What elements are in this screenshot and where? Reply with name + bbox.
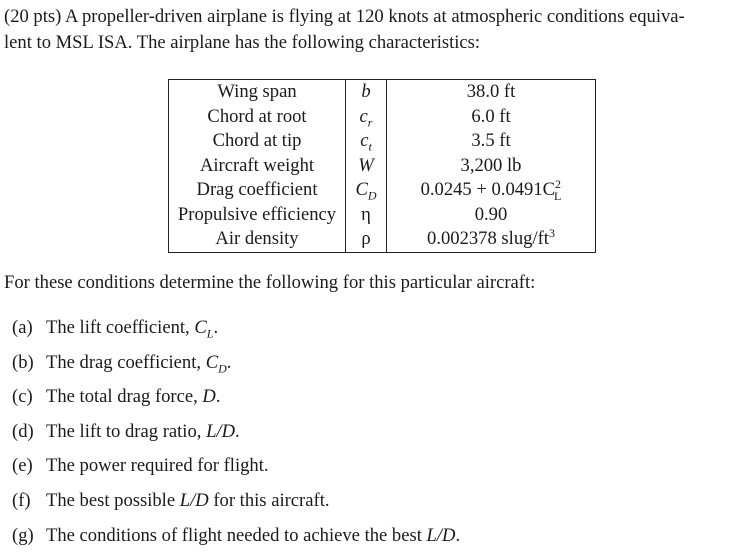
table-row [169, 80, 596, 105]
table-row [169, 178, 596, 203]
table-row [169, 129, 596, 154]
table-row [169, 203, 596, 228]
property-value: 6.0 ft [387, 105, 596, 130]
list-item: (a) The lift coefficient, $C_L$. [12, 317, 219, 341]
task-letter: (c) [12, 386, 33, 408]
list-item: (g) The conditions of flight needed to achieve the best L/D. [12, 524, 461, 546]
property-symbol: $c_r$ [346, 105, 387, 130]
property-value: $0.0245 + 0.0491C^2_L$ [387, 178, 596, 203]
property-name: Drag coefficient [169, 178, 346, 203]
list-item: (e) The power required for flight. [12, 455, 269, 477]
property-value: 0.002378 slug/$ft^3$ [387, 227, 596, 252]
property-name: Chord at root [169, 105, 346, 130]
table-row [169, 227, 596, 252]
problem-statement [4, 4, 738, 56]
property-name: Propulsive efficiency [169, 203, 346, 228]
list-item: (b) The drag coefficient, $C_D$. [12, 351, 232, 376]
property-symbol: ρ [346, 227, 387, 252]
list-item: (c) The total drag force, D. [12, 386, 221, 408]
instructions-intro: For these conditions determine the following for this particular aircraft: [4, 272, 536, 293]
task-letter: (f) [12, 489, 31, 511]
property-value: 3,200 lb [387, 154, 596, 179]
property-symbol: $C_D$ [346, 178, 387, 203]
list-item: (d) The lift to drag ratio, L/D. [12, 420, 240, 442]
property-value: 0.90 [387, 203, 596, 228]
task-letter: (e) [12, 455, 33, 477]
property-symbol: W [346, 154, 387, 179]
table-row [169, 105, 596, 130]
task-letter: (g) [12, 524, 34, 546]
table-row [169, 154, 596, 179]
characteristics-table [168, 79, 596, 253]
task-letter: (d) [12, 420, 34, 442]
property-name: Chord at tip [169, 129, 346, 154]
property-name: Aircraft weight [169, 154, 346, 179]
task-letter: (b) [12, 351, 34, 373]
task-letter: (a) [12, 317, 33, 338]
property-symbol: b [346, 80, 387, 105]
problem-line-2: lent to MSL ISA. The airplane has the following characteristics: [4, 32, 481, 53]
property-symbol: $c_t$ [346, 129, 387, 154]
property-symbol: η [346, 203, 387, 228]
property-name: Wing span [169, 80, 346, 105]
list-item: (f) The best possible L/D for this aircraft. [12, 489, 330, 511]
problem-line-1: (20 pts) A propeller-driven airplane is flying at 120 knots at atmospheric conditions equiva- [4, 6, 685, 27]
task-list [12, 316, 460, 558]
property-name: Air density [169, 227, 346, 252]
property-value: 3.5 ft [387, 129, 596, 154]
property-value: 38.0 ft [387, 80, 596, 105]
